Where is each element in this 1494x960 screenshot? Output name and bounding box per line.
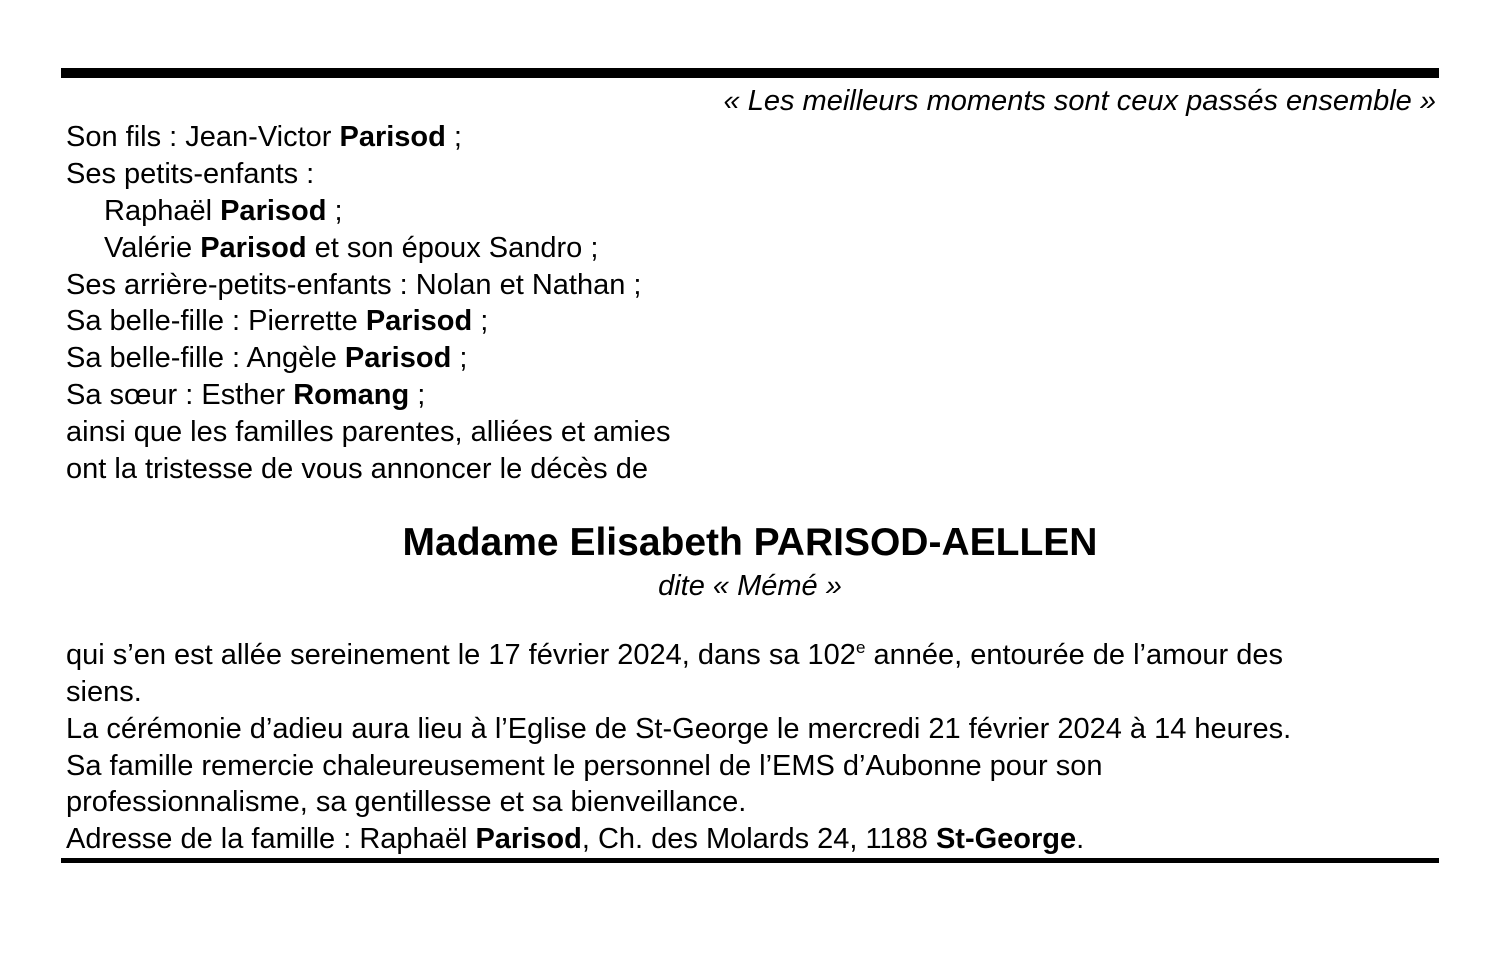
daughter-in-law-2-prefix: Sa belle-fille : Angèle [66,342,345,374]
relatives-line: ainsi que les familles parentes, alliées et amies [66,416,671,448]
grandchild-1-first: Raphaël [104,195,221,227]
ceremony-line: La cérémonie d’adieu aura lieu à l’Eglise de St-George le mercredi 21 février 2024 à 14 heures. [66,713,1292,745]
grandchild-1-surname: Parisod [220,195,327,227]
son-suffix: ; [445,121,462,153]
passing-line-2: siens. [66,676,142,708]
daughter-in-law-1-surname: Parisod [365,305,473,337]
address-line [66,821,1084,857]
sister-suffix: ; [409,379,426,411]
grandchild-2-surname: Parisod [200,232,307,264]
thanks-line-2: professionnalisme, sa gentillesse et sa bienveillance. [66,786,747,818]
daughter-in-law-2-surname: Parisod [344,342,452,374]
announcement-line: ont la tristesse de vous annoncer le décès de [66,453,648,485]
deceased-nickname: dite « Mémé » [658,570,842,602]
top-rule [61,68,1439,78]
grandchild-1-line [104,193,343,229]
grandchild-1-suffix: ; [326,195,343,227]
daughter-in-law-1-prefix: Sa belle-fille : Pierrette [66,305,366,337]
daughter-in-law-1-suffix: ; [472,305,489,337]
passing-line [66,637,1283,673]
grandchildren-label: Ses petits-enfants : [66,158,315,190]
son-surname: Parisod [339,121,446,153]
address-prefix: Adresse de la famille : Raphaël [66,823,476,855]
passing-text-2: année, entourée de l’amour des [865,639,1283,671]
grandchild-2-first: Valérie [104,232,201,264]
son-line [66,119,462,155]
sister-line [66,377,425,413]
grandchild-2-line [104,230,598,266]
son-prefix: Son fils : Jean-Victor [66,121,340,153]
address-town: St-George [935,823,1077,855]
daughter-in-law-2-line [66,340,467,376]
sister-surname: Romang [293,379,410,411]
passing-text-1: qui s’en est allée sereinement le 17 février 2024, dans sa 102 [66,639,856,671]
address-surname: Parisod [475,823,582,855]
quote: « Les meilleurs moments sont ceux passés ensemble » [723,85,1436,117]
address-suffix: . [1076,823,1085,855]
bottom-rule [61,858,1439,863]
deceased-name: Madame Elisabeth PARISOD-AELLEN [402,521,1098,564]
ordinal-suffix: e [855,638,866,657]
daughter-in-law-1-line [66,303,488,339]
thanks-line-1: Sa famille remercie chaleureusement le personnel de l’EMS d’Aubonne pour son [66,750,1103,782]
daughter-in-law-2-suffix: ; [451,342,468,374]
grandchild-2-suffix: et son époux Sandro ; [306,232,599,264]
address-middle: , Ch. des Molards 24, 1188 [581,823,936,855]
great-grandchildren-line: Ses arrière-petits-enfants : Nolan et Nathan ; [66,269,642,301]
sister-prefix: Sa sœur : Esther [66,379,294,411]
